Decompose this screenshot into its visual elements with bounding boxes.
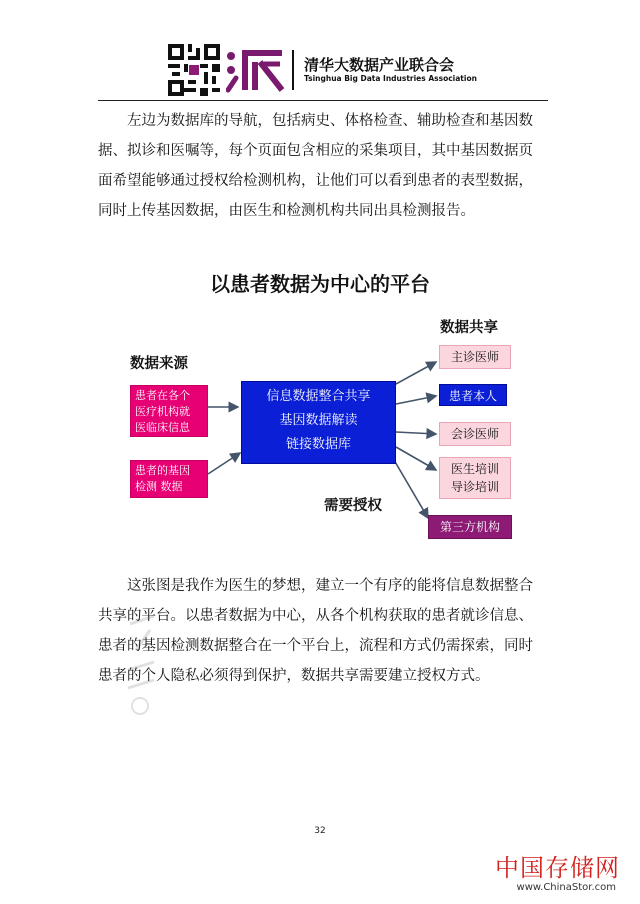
auth-label: 需要授权 xyxy=(324,498,382,514)
target-box-line: 医生培训 xyxy=(450,462,499,476)
target-box-line: 主诊医师 xyxy=(450,350,499,364)
target-box-training xyxy=(439,457,511,499)
target-box-attending-physician xyxy=(439,345,511,369)
source-box-line: 医疗机构就 xyxy=(135,405,190,418)
source-box-genetic xyxy=(130,460,208,498)
paragraph-line: 左边为数据库的导航，包括病史、体格检查、辅助检查和基因数 xyxy=(127,113,533,129)
org-name-en: Tsinghua Big Data Industries Association xyxy=(304,74,477,83)
paragraph-line: 据、拟诊和医嘱等，每个页面包含相应的采集项目，其中基因数据页 xyxy=(98,143,533,159)
arrow-target-1 xyxy=(396,362,436,384)
paragraph-line: 患者的基因检测数据整合在一个平台上，流程和方式仍需探索，同时 xyxy=(98,638,533,654)
target-box-patient xyxy=(439,384,507,406)
source-box-line: 检测 数据 xyxy=(135,480,183,493)
source-box-clinical xyxy=(130,385,208,437)
target-box-consulting-physician xyxy=(439,422,511,446)
target-box-line: 患者本人 xyxy=(448,389,497,403)
paragraph-line: 同时上传基因数据，由医生和检测机构共同出具检测报告。 xyxy=(98,203,475,219)
center-box-line: 信息数据整合共享 xyxy=(266,389,371,404)
arrow-target-5 xyxy=(394,460,428,518)
page-number: 32 xyxy=(314,826,326,836)
target-box-line: 第三方机构 xyxy=(439,520,500,534)
arrow-target-2 xyxy=(396,396,436,404)
paragraph-line: 共享的平台。以患者数据为中心，从各个机构获取的患者就诊信息、 xyxy=(98,608,533,624)
site-url: www.ChinaStor.com xyxy=(516,882,616,893)
paragraph-line: 面希望能够通过授权给检测机构，让他们可以看到患者的表型数据， xyxy=(98,173,533,189)
center-box-line: 基因数据解读 xyxy=(279,413,358,428)
center-box-line: 链接数据库 xyxy=(285,437,351,452)
platform-center-box xyxy=(241,381,396,464)
paragraph-line: 患者的个人隐私必须得到保护，数据共享需要建立授权方式。 xyxy=(98,668,490,684)
target-box-line: 导诊培训 xyxy=(450,480,499,494)
source-box-line: 患者的基因 xyxy=(135,464,190,477)
arrow-source-2 xyxy=(208,453,240,474)
source-label: 数据来源 xyxy=(130,356,188,372)
target-box-line: 会诊医师 xyxy=(450,427,499,441)
source-box-line: 医临床信息 xyxy=(135,421,190,434)
paragraph-2 xyxy=(98,571,548,691)
arrow-target-3 xyxy=(396,432,436,434)
diagram-title: 以患者数据为中心的平台 xyxy=(210,272,430,296)
org-name-cn: 清华大数据产业联合会 xyxy=(304,56,455,74)
site-name-cn: 中国存储网 xyxy=(495,854,620,882)
arrow-target-4 xyxy=(396,447,436,470)
source-box-line: 患者在各个 xyxy=(135,389,190,402)
paragraph-line: 这张图是我作为医生的梦想，建立一个有序的能将信息数据整合 xyxy=(127,578,533,594)
share-label: 数据共享 xyxy=(440,320,498,336)
target-box-third-party xyxy=(428,515,512,539)
